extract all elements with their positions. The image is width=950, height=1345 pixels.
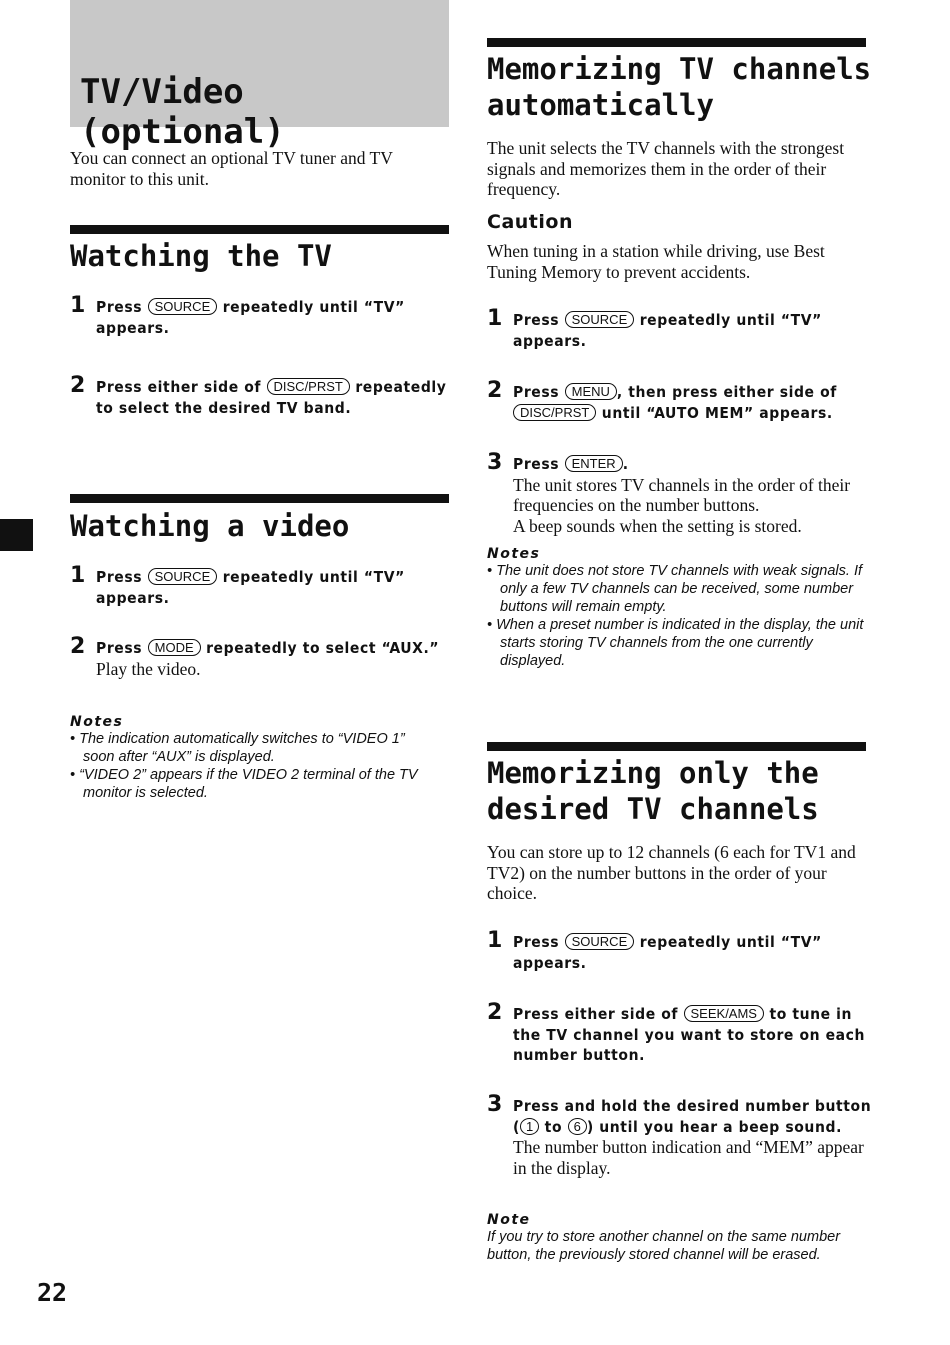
step-number: 2 (487, 378, 503, 403)
section-rule (487, 38, 866, 47)
step-detail: The unit stores TV channels in the order of their frequencies on the number buttons. (513, 474, 851, 515)
step-text: to tune in the TV channel you want to store on each number button. (513, 1005, 866, 1064)
step-text: ) until you hear a beep sound. (586, 1117, 842, 1136)
step-text: Press either side of (513, 1005, 679, 1023)
source-button: SOURCE (148, 298, 218, 315)
step-text: Press either side of (96, 378, 262, 396)
source-button: SOURCE (565, 933, 635, 950)
step-text: Press (513, 455, 560, 473)
step-detail: A beep sounds when the setting is stored. (513, 515, 802, 536)
source-button: SOURCE (148, 568, 218, 585)
disc-prst-button: DISC/PRST (267, 378, 350, 395)
page-intro: You can connect an optional TV tuner and TV monitor to this unit. (70, 148, 393, 189)
section-tab-marker (0, 519, 33, 551)
step-memorizing-desired-2 (487, 1000, 867, 1066)
notes-title: Notes (487, 546, 541, 562)
notes-title: Notes (70, 714, 124, 730)
heading-line: Memorizing only the (487, 756, 819, 790)
note-title: Note (487, 1212, 531, 1228)
disc-prst-button: DISC/PRST (513, 404, 596, 421)
step-number: 1 (487, 306, 503, 331)
section-rule (487, 742, 866, 751)
step-detail: The number button indication and “MEM” appear in the display. (513, 1137, 864, 1178)
step-memorizing-auto-2 (487, 378, 877, 423)
step-text: until “AUTO MEM” appears. (601, 403, 833, 422)
note-item: • “VIDEO 2” appears if the VIDEO 2 terminal of the TV monitor is selected. (70, 767, 418, 801)
section-heading-watching-tv: Watching the TV (70, 239, 332, 273)
step-text: Press (513, 311, 560, 329)
section-heading-memorizing-desired (487, 755, 819, 827)
heading-line: desired TV channels (487, 792, 819, 826)
mode-button: MODE (148, 639, 201, 656)
step-text: repeatedly to select the desired TV band. (96, 378, 447, 417)
menu-button: MENU (565, 383, 617, 400)
step-text: Press (513, 933, 560, 951)
memorizing-auto-intro: The unit selects the TV channels with the strongest signals and memorizes them in the order of their frequency. (487, 138, 845, 199)
step-number: 1 (487, 928, 503, 953)
seek-ams-button: SEEK/AMS (684, 1005, 764, 1022)
step-number: 2 (70, 373, 86, 398)
caution-text: When tuning in a station while driving, use Best Tuning Memory to prevent accidents. (487, 241, 825, 282)
section-heading-watching-video: Watching a video (70, 509, 350, 543)
enter-button: ENTER (565, 455, 623, 472)
step-watching-video-2 (70, 634, 450, 679)
step-memorizing-auto-1 (487, 306, 867, 351)
note-item: • The unit does not store TV channels with weak signals. If only a few TV channels can be received, some number buttons will remain empty. (487, 563, 863, 615)
step-text: , then press either side of (616, 383, 837, 401)
number-button-6: 6 (568, 1118, 587, 1135)
step-text: Press and hold the desired number button ( (513, 1097, 872, 1136)
note-item: • The indication automatically switches to “VIDEO 1” soon after “AUX” is displayed. (70, 731, 405, 765)
step-text: Press (96, 568, 143, 586)
heading-line: Memorizing TV channels (487, 52, 872, 86)
step-number: 3 (487, 450, 503, 475)
notes-block (487, 546, 867, 670)
step-text: Press (96, 298, 143, 316)
step-text: to (544, 1117, 563, 1136)
step-text: repeatedly until “TV” appears. (96, 298, 405, 337)
source-button: SOURCE (565, 311, 635, 328)
step-memorizing-desired-3 (487, 1092, 872, 1178)
step-watching-video-1 (70, 563, 450, 608)
step-watching-tv-1 (70, 293, 450, 338)
step-number: 2 (487, 1000, 503, 1025)
step-text: repeatedly until “TV” appears. (513, 311, 822, 350)
page-number: 22 (37, 1278, 68, 1307)
section-rule (70, 225, 449, 234)
caution-title: Caution (487, 211, 573, 233)
step-memorizing-desired-1 (487, 928, 867, 973)
step-number: 3 (487, 1092, 503, 1117)
step-number: 1 (70, 293, 86, 318)
section-heading-memorizing-auto (487, 51, 871, 123)
step-number: 1 (70, 563, 86, 588)
note-item: • When a preset number is indicated in the display, the unit starts storing TV channels from the one currently displayed. (487, 617, 864, 669)
memorizing-desired-intro: You can store up to 12 channels (6 each for TV1 and TV2) on the number buttons in the order of your choice. (487, 842, 856, 903)
note-block (487, 1212, 867, 1264)
section-rule (70, 494, 449, 503)
heading-line: automatically (487, 88, 714, 122)
note-text: If you try to store another channel on the same number button, the previously stored channel will be erased. (487, 1229, 841, 1263)
notes-block (70, 714, 440, 802)
number-button-1: 1 (520, 1118, 539, 1135)
step-text: Press (96, 639, 143, 657)
step-text: repeatedly until “TV” appears. (96, 568, 405, 607)
step-detail: Play the video. (96, 658, 201, 679)
step-text: repeatedly to select “AUX.” (206, 639, 440, 657)
title-banner (70, 0, 449, 152)
step-watching-tv-2 (70, 373, 460, 418)
step-text: repeatedly until “TV” appears. (513, 933, 822, 972)
step-text: Press (513, 383, 560, 401)
page-title: TV/Video (optional) (80, 72, 285, 152)
step-text: . (622, 455, 629, 473)
step-number: 2 (70, 634, 86, 659)
step-memorizing-auto-3 (487, 450, 867, 536)
